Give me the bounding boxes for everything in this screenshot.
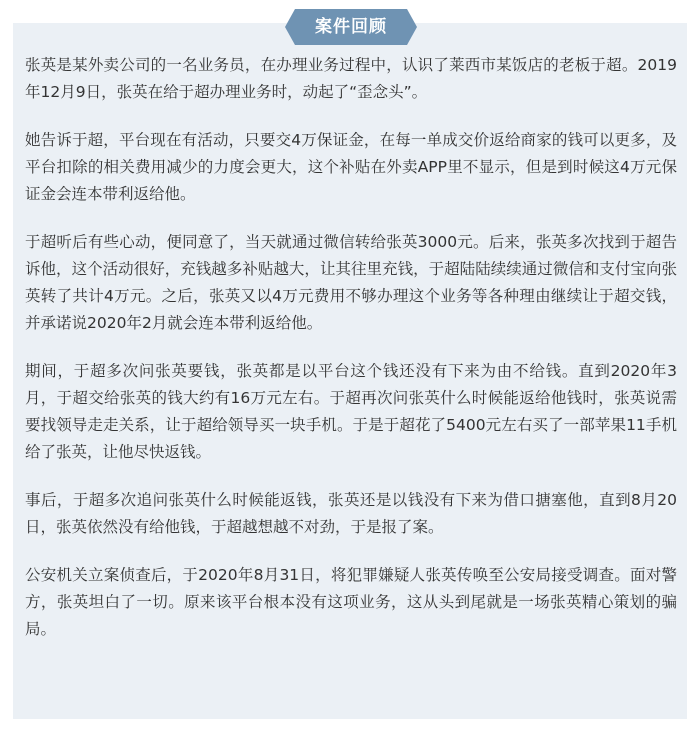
article-paragraph: 于超听后有些心动，便同意了，当天就通过微信转给张英3000元。后来，张英多次找到于超告诉他，这个活动很好，充钱越多补贴越大，让其往里充钱，于超陆陆续续通过微信和支付宝向张英转了共计4万元。之后，张英又以4万元费用不够办理这个业务等各种理由继续让于超交钱，并承诺说2020年2月就会连本带利返给他。 <box>25 233 677 332</box>
article-body <box>25 52 677 664</box>
header-tab-notch-right <box>407 9 417 45</box>
article-paragraph: 事后，于超多次追问张英什么时候能返钱，张英还是以钱没有下来为借口搪塞他，直到8月20日，张英依然没有给他钱，于超越想越不对劲，于是报了案。 <box>25 491 677 536</box>
section-header-tab: 案件回顾 <box>295 9 407 45</box>
article-paragraph: 期间，于超多次问张英要钱，张英都是以平台这个钱还没有下来为由不给钱。直到2020年3月，于超交给张英的钱大约有16万元左右。于超再次问张英什么时候能返给他钱时，张英说需要找领导走走关系，让于超给领导买一块手机。于是于超花了5400元左右买了一部苹果11手机给了张英，让他尽快返钱。 <box>25 362 677 461</box>
header-tab-notch-left <box>285 9 295 45</box>
article-paragraph: 张英是某外卖公司的一名业务员，在办理业务过程中，认识了莱西市某饭店的老板于超。2019年12月9日，张英在给于超办理业务时，动起了“歪念头”。 <box>25 56 677 101</box>
article-paragraph: 她告诉于超，平台现在有活动，只要交4万保证金，在每一单成交价返给商家的钱可以更多，及平台扣除的相关费用减少的力度会更大，这个补贴在外卖APP里不显示，但是到时候这4万元保证金会连本带利返给他。 <box>25 131 677 203</box>
article-paragraph: 公安机关立案侦查后，于2020年8月31日，将犯罪嫌疑人张英传唤至公安局接受调查。面对警方，张英坦白了一切。原来该平台根本没有这项业务，这从头到尾就是一场张英精心策划的骗局。 <box>25 566 677 638</box>
